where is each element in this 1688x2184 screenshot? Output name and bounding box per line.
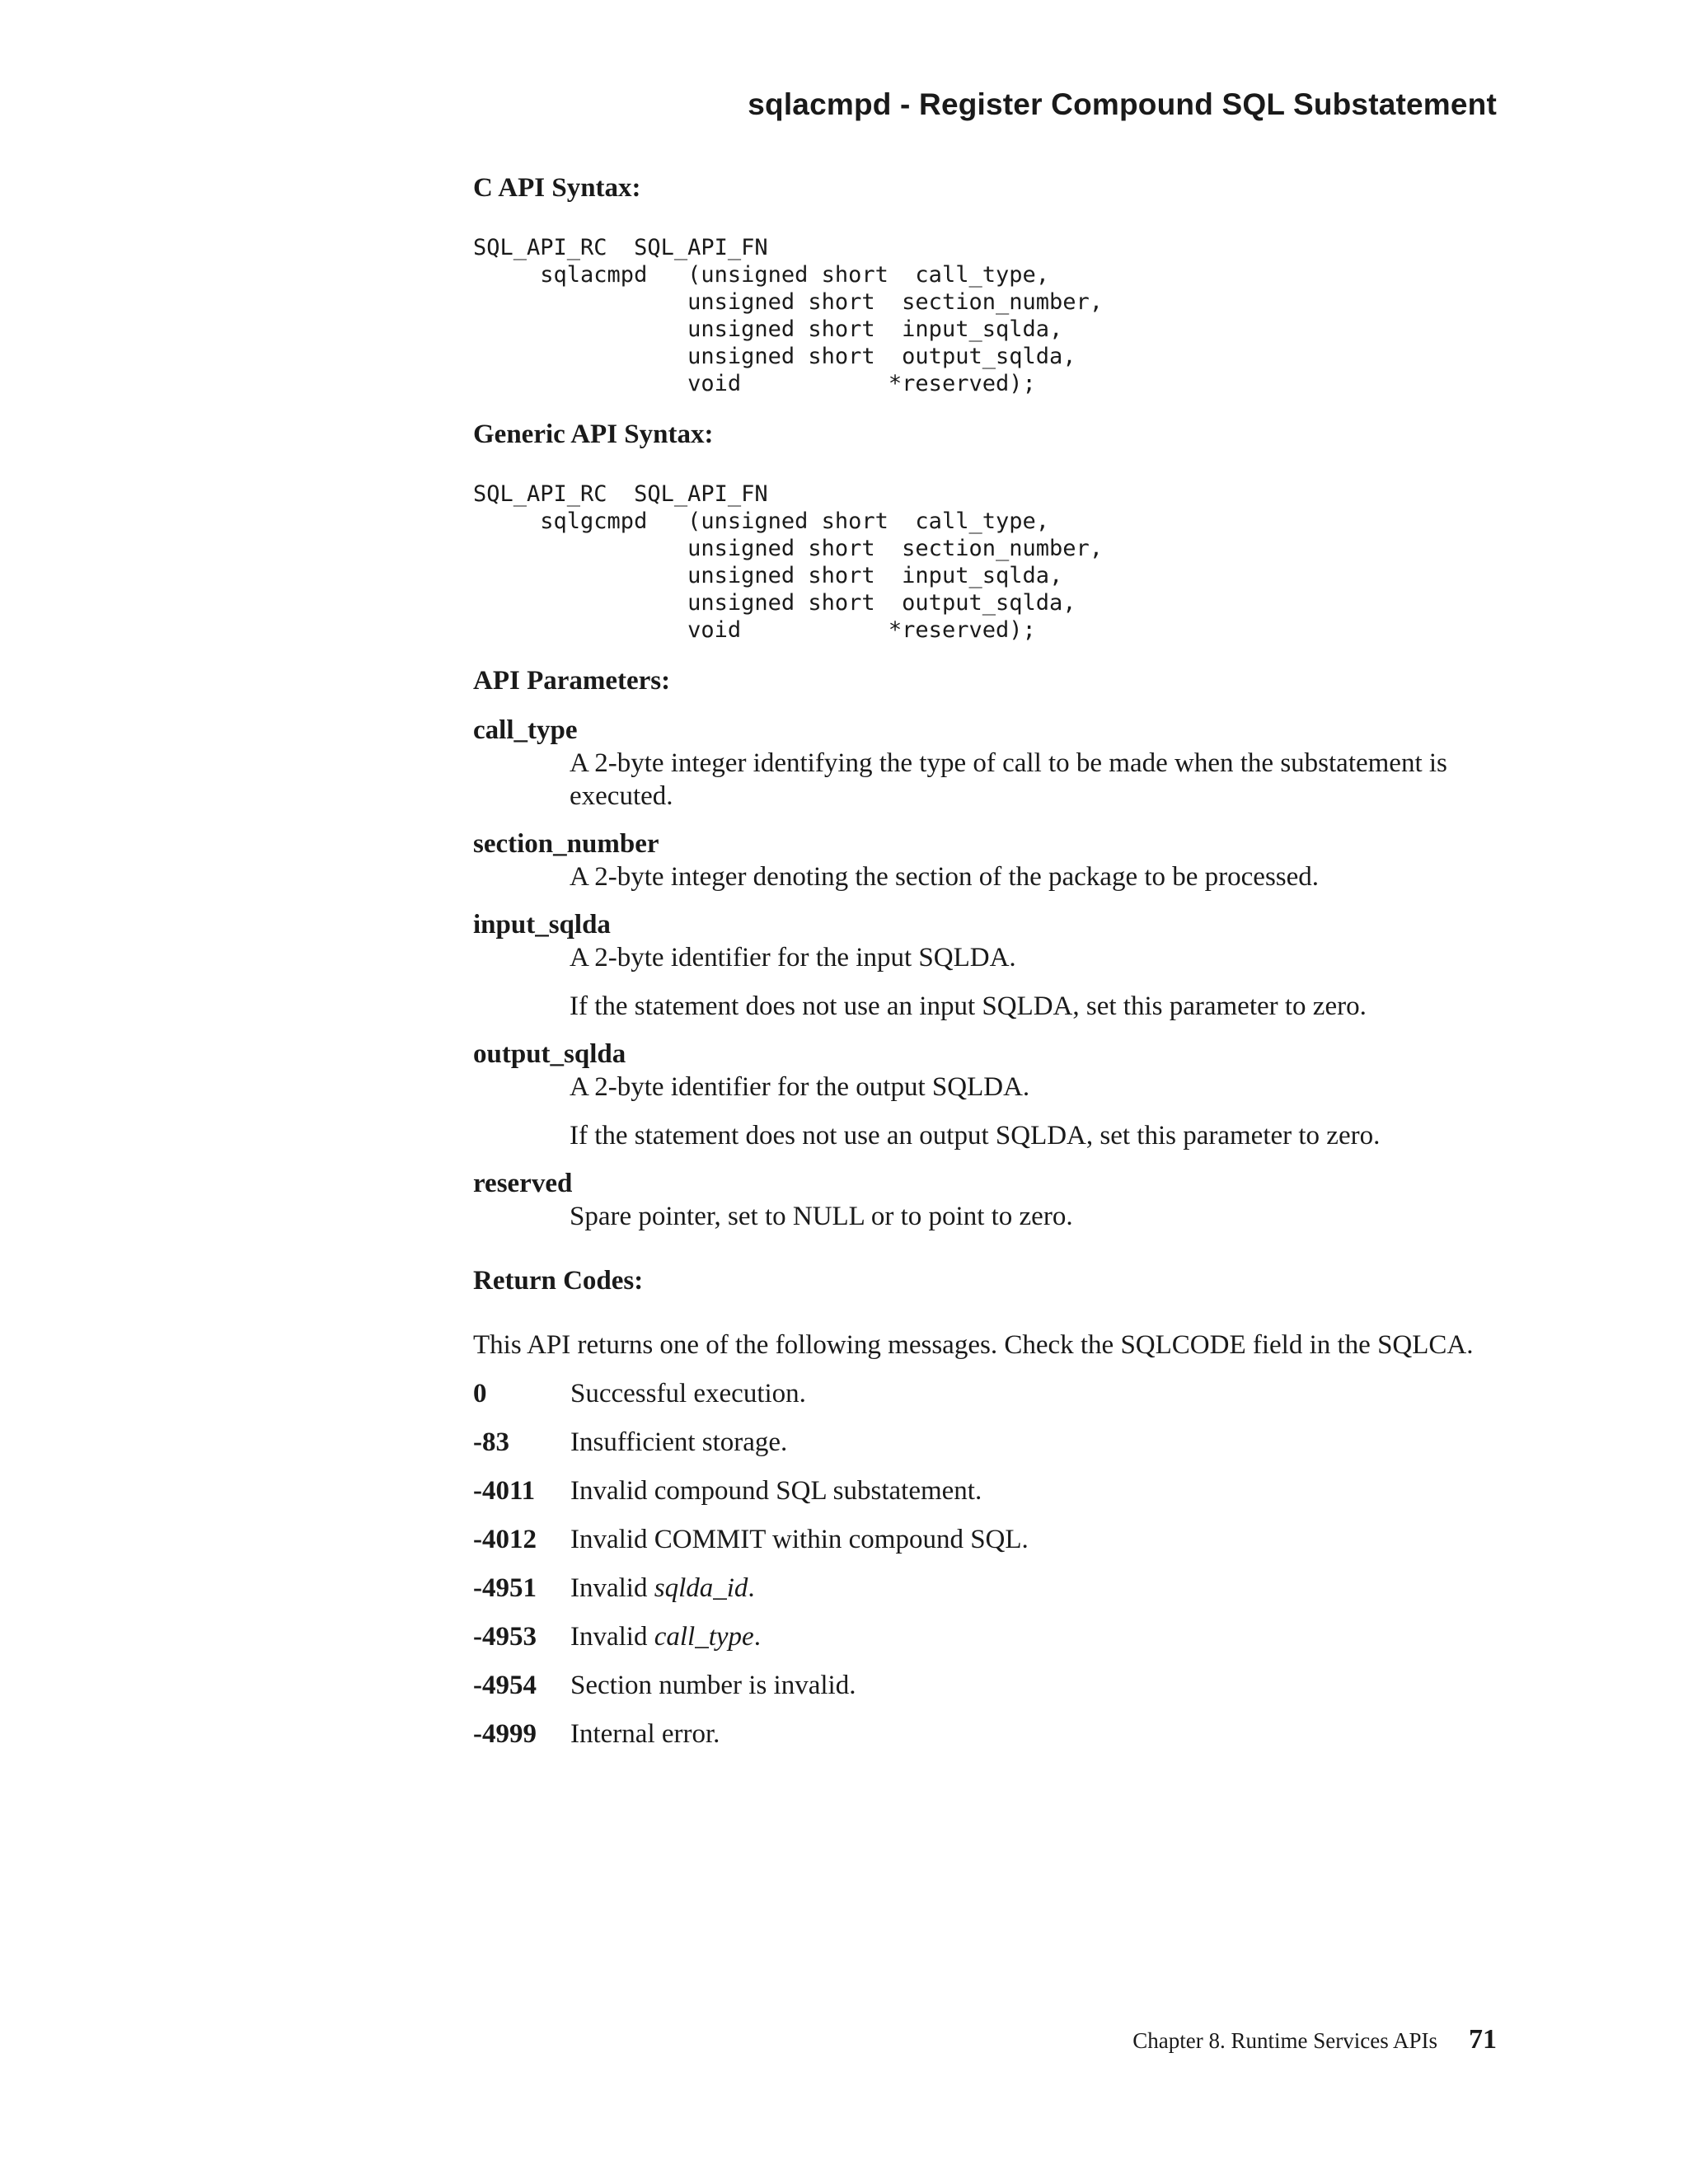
parameter-name: input_sqlda (473, 910, 611, 940)
footer-chapter-title: Chapter 8. Runtime Services APIs (1132, 2028, 1437, 2053)
page-number: 71 (1469, 2024, 1497, 2055)
parameter-reserved (473, 1167, 1498, 1233)
parameter-description: A 2-byte integer denoting the section of the package to be processed. (570, 862, 1320, 892)
return-code-message: Invalid COMMIT within compound SQL. (570, 1525, 1029, 1554)
return-code-message: Insufficient storage. (570, 1427, 788, 1457)
generic-api-code-block: SQL_API_RC SQL_API_FN sqlgcmpd (unsigned short call_type, unsigned short section_number, unsigned short input_sqlda, unsigned short output_sqlda, void *reserved); (473, 481, 1104, 643)
c-api-code-block: SQL_API_RC SQL_API_FN sqlacmpd (unsigned short call_type, unsigned short section_number, unsigned short input_sqlda, unsigned short output_sqlda, void *reserved); (473, 235, 1104, 396)
parameter-call-type (473, 714, 1498, 813)
parameter-list (473, 714, 1498, 1233)
return-code-row (473, 1474, 1498, 1507)
parameter-name: call_type (473, 715, 578, 745)
parameter-description: Spare pointer, set to NULL or to point to zero. (570, 1202, 1073, 1231)
parameter-output-sqlda (473, 1038, 1498, 1152)
return-code-message: Invalid call_type. (570, 1622, 761, 1652)
return-code-row (473, 1426, 1498, 1459)
parameter-description: A 2-byte identifier for the input SQLDA. (570, 943, 1016, 972)
parameter-note: If the statement does not use an input SQLDA, set this parameter to zero. (570, 991, 1367, 1021)
return-code: -4953 (473, 1622, 537, 1652)
parameter-section-number (473, 827, 1498, 893)
c-api-syntax-heading: C API Syntax: (473, 173, 641, 203)
return-code: 0 (473, 1379, 487, 1408)
return-code: -4951 (473, 1573, 537, 1603)
parameter-note: If the statement does not use an output SQLDA, set this parameter to zero. (570, 1121, 1381, 1151)
parameter-name: output_sqlda (473, 1039, 626, 1069)
return-code-message: Invalid sqlda_id. (570, 1573, 755, 1603)
parameter-input-sqlda (473, 908, 1498, 1023)
generic-api-syntax-heading: Generic API Syntax: (473, 419, 714, 449)
return-code-message: Successful execution. (570, 1379, 806, 1408)
return-code: -4954 (473, 1671, 537, 1700)
return-code: -83 (473, 1427, 509, 1457)
return-code: -4011 (473, 1476, 536, 1506)
return-code-row (473, 1718, 1498, 1750)
return-code-message: Section number is invalid. (570, 1671, 856, 1700)
return-code-row (473, 1620, 1498, 1653)
return-code-message: Internal error. (570, 1719, 720, 1749)
page-footer (1132, 2024, 1497, 2055)
return-code: -4012 (473, 1525, 537, 1554)
return-code-row (473, 1572, 1498, 1605)
parameter-name: section_number (473, 829, 659, 859)
api-parameters-heading: API Parameters: (473, 666, 671, 696)
return-code: -4999 (473, 1719, 537, 1749)
parameter-name: reserved (473, 1169, 573, 1198)
return-codes-heading: Return Codes: (473, 1266, 644, 1296)
page-content (473, 171, 1498, 1750)
return-code-row (473, 1377, 1498, 1410)
page-title: sqlacmpd - Register Compound SQL Substatement (748, 87, 1497, 121)
return-code-row (473, 1669, 1498, 1702)
return-code-row (473, 1523, 1498, 1556)
parameter-description: A 2-byte integer identifying the type of call to be made when the substatement is executed. (570, 748, 1447, 811)
return-codes-intro: This API returns one of the following messages. Check the SQLCODE field in the SQLCA. (473, 1330, 1474, 1360)
return-code-message: Invalid compound SQL substatement. (570, 1476, 982, 1506)
return-code-list (473, 1377, 1498, 1750)
parameter-description: A 2-byte identifier for the output SQLDA. (570, 1072, 1030, 1102)
